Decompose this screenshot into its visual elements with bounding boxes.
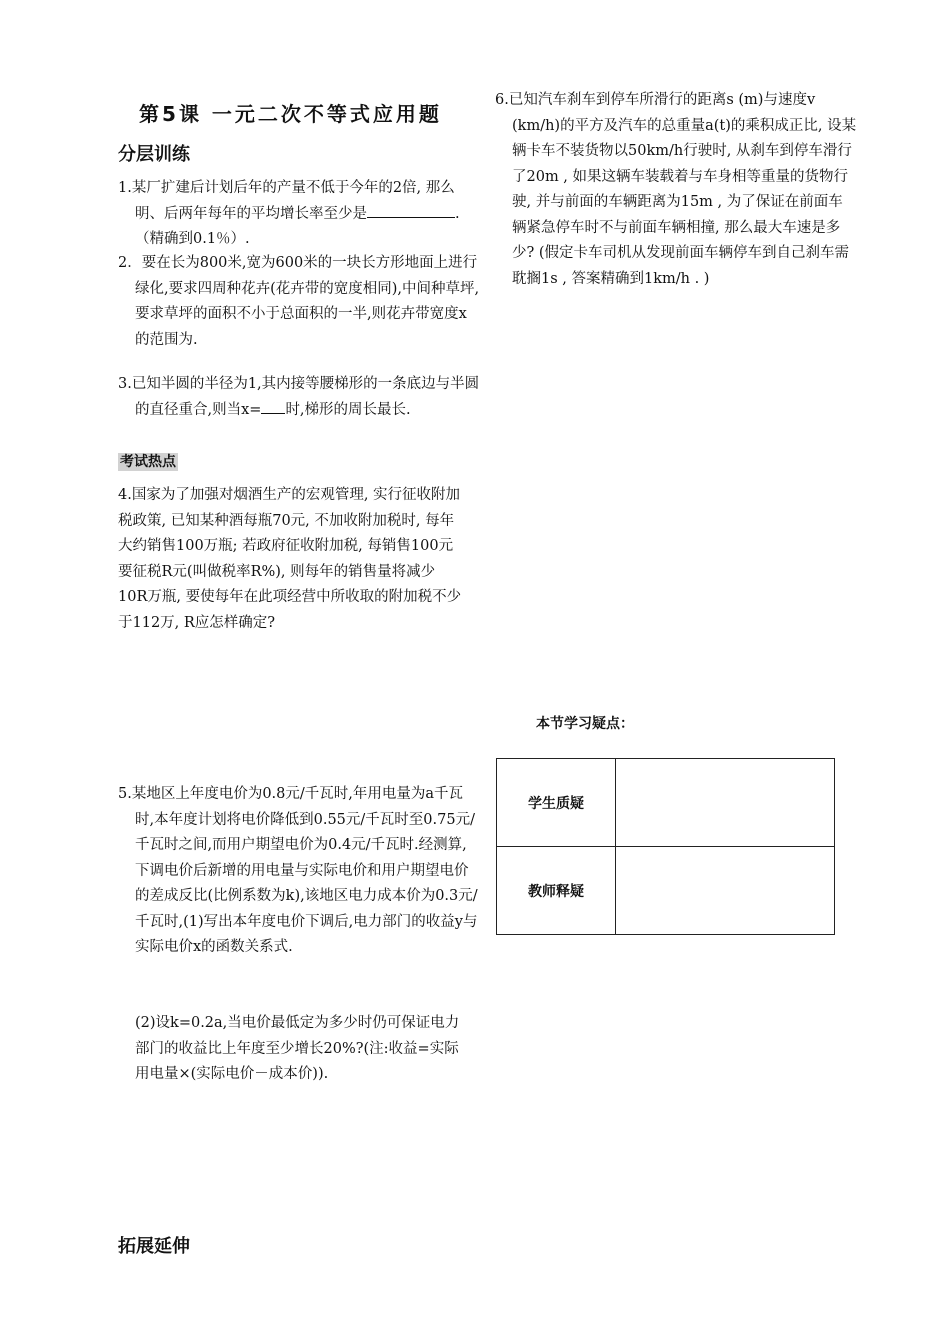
doubts-label-student: 学生质疑 [497, 759, 616, 847]
doubts-label-teacher: 教师释疑 [497, 847, 616, 935]
question-2-suffix: . [193, 331, 198, 348]
section-layered-training: 分层训练 [118, 144, 190, 165]
doubts-heading: 本节学习疑点： [536, 716, 634, 732]
section-extension: 拓展延伸 [118, 1236, 190, 1257]
question-5: 5.某地区上年度电价为0.8元/千瓦时,年用电量为a千瓦时,本年度计划将电价降低到0.55元/千瓦时至0.75元/千瓦时之间,而用户期望电价为0.4元/千瓦时.经测算,下调电价后新增的用电量与实际电价和用户期望电价的差成反比(比例系数为k),该地区电力成本价为0.3元/千瓦时,(1)写出本年度电价下调后,电力部门的收益y与实际电价x的函数关系式. [118, 786, 478, 955]
question-6: 6.已知汽车刹车到停车所滑行的距离s (m)与速度v (km/h)的平方及汽车的总重量a(t)的乘积成正比, 设某辆卡车不装货物以50km/h行驶时, 从刹车到停车滑行了20m , 如果这辆车装载着与车身相等重量的货物行驶, 并与前面的车辆距离为15m , 为了保证在前面车辆紧急停车时不与前面车辆相撞, 那么最大车速是多少? (假定卡车司机从发现前面车辆停车到自己刹车需耽搁1s , 答案精确到1km/h . ) [495, 92, 857, 287]
doubts-row-teacher [497, 847, 835, 935]
question-2-text: 2．要在长为800米,宽为600米的一块长方形地面上进行绿化,要求四周种花卉(花卉带的宽度相同),中间种草坪,要求草坪的面积不小于总面积的一半,则花卉带宽度x的范围为 [118, 255, 480, 348]
doubts-table [496, 758, 835, 935]
doubts-row-student [497, 759, 835, 847]
question-1-text: 1.某厂扩建后计划后年的产量不低于今年的2倍, 那么明、后两年每年的平均增长率至少是 [118, 180, 455, 222]
page-title: 第5课 一元二次不等式应用题 [139, 102, 442, 126]
question-3-prefix: 3.已知半圆的半径为1,其内接等腰梯形的一条底边与半圆的直径重合,则当x= [118, 376, 480, 418]
question-2 [118, 251, 480, 353]
answer-blank-3[interactable] [261, 413, 285, 414]
answer-blank-1[interactable] [367, 217, 455, 218]
question-4: 4.国家为了加强对烟酒生产的宏观管理, 实行征收附加税政策, 已知某种酒每瓶70元, 不加收附加税时, 每年大约销售100万瓶; 若政府征收附加税, 每销售100元要征税R元(叫做税率R%), 则每年的销售量将减少10R万瓶, 要使每年在此项经营中所收取的附加税不少于112万, R应怎样确定? [118, 487, 462, 631]
question-3 [118, 372, 480, 423]
doubts-content-student[interactable] [616, 759, 835, 847]
question-1 [118, 176, 480, 253]
question-3-suffix: 时,梯形的周长最长. [285, 401, 411, 418]
question-5-part-2: (2)设k=0.2a,当电价最低定为多少时仍可保证电力部门的收益比上年度至少增长20%?(注:收益=实际用电量×(实际电价－成本价)). [135, 1015, 460, 1082]
section-exam-hotspots: 考试热点 [120, 454, 176, 470]
doubts-content-teacher[interactable] [616, 847, 835, 935]
question-1-suffix: . （精确到0.1％）. [135, 205, 460, 247]
